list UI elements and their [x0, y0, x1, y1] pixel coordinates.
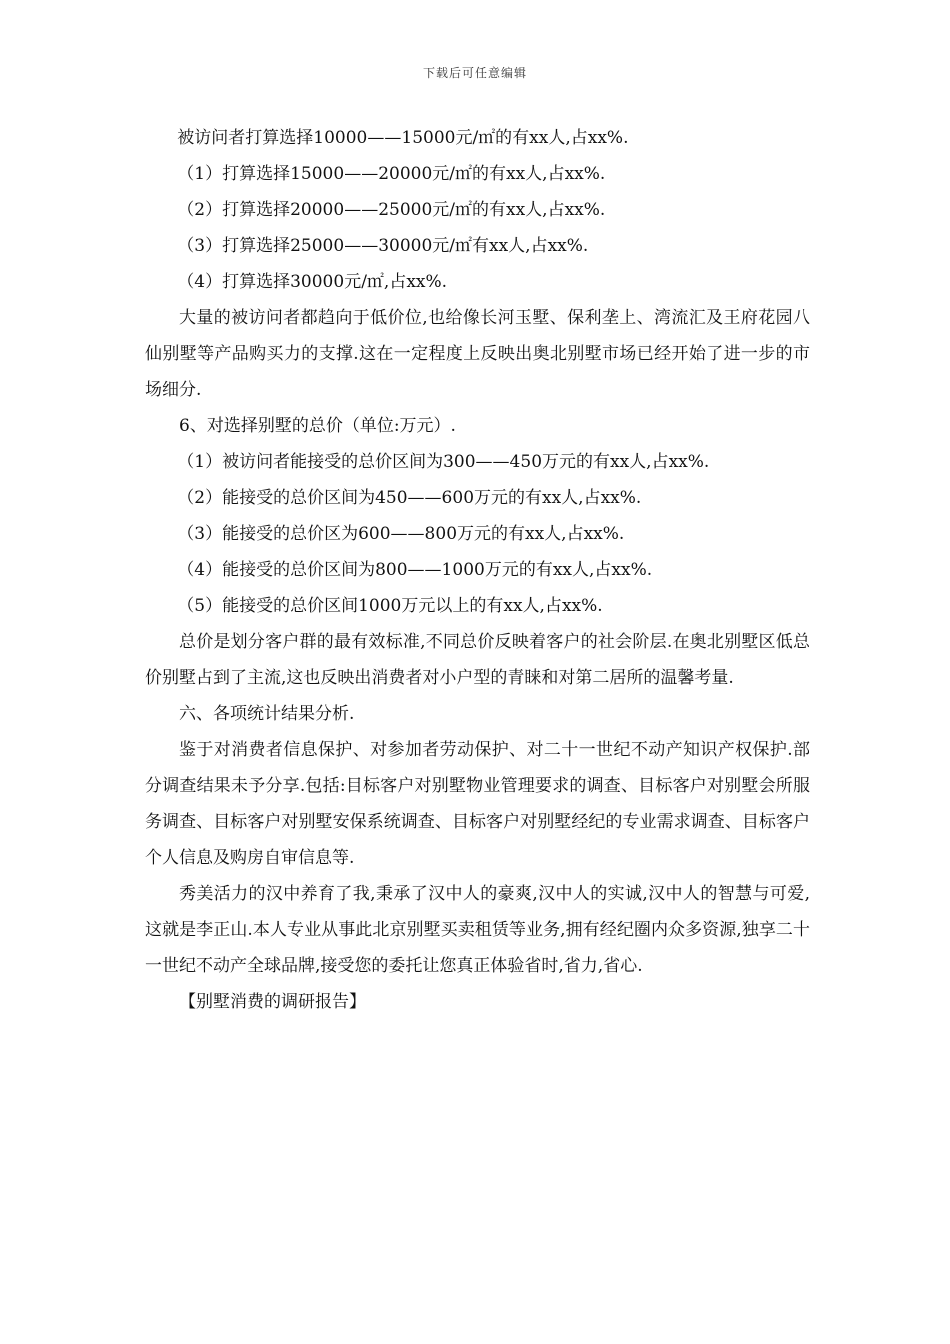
list-item-total-3: （3）能接受的总价区为600——800万元的有xx人,占xx%.	[177, 524, 625, 544]
section-heading-statistics: 六、各项统计结果分析.	[179, 704, 355, 724]
page-header: 下载后可任意编辑	[422, 66, 527, 80]
list-item-price-1: （1）打算选择15000——20000元/㎡的有xx人,占xx%.	[177, 164, 606, 184]
paragraph-author-bio: 秀美活力的汉中养育了我,秉承了汉中人的豪爽,汉中人的实诚,汉中人的智慧与可爱,这就是李正山.本人专业从事此北京别墅买卖租赁等业务,拥有经纪圈内众多资源,独享二十一世纪不动产全球品牌,接受您的委托让您真正体验省时,省力,省心.	[145, 884, 810, 976]
list-item-price-2: （2）打算选择20000——25000元/㎡的有xx人,占xx%.	[177, 200, 606, 220]
document-title-footer: 【别墅消费的调研报告】	[179, 992, 366, 1012]
paragraph-privacy-notice: 鉴于对消费者信息保护、对参加者劳动保护、对二十一世纪不动产知识产权保护.部分调查结果未予分享.包括:目标客户对别墅物业管理要求的调查、目标客户对别墅会所服务调查、目标客户对别墅安保系统调查、目标客户对别墅经纪的专业需求调查、目标客户个人信息及购房自审信息等.	[145, 740, 810, 868]
list-item-price-4: （4）打算选择30000元/㎡,占xx%.	[177, 272, 448, 292]
list-item-total-2: （2）能接受的总价区间为450——600万元的有xx人,占xx%.	[177, 488, 642, 508]
section-heading-total-price: 6、对选择别墅的总价（单位:万元）.	[179, 416, 456, 436]
paragraph-low-price-analysis: 大量的被访问者都趋向于低价位,也给像长河玉墅、保利垄上、湾流汇及王府花园八仙别墅等产品购买力的支撑.这在一定程度上反映出奥北别墅市场已经开始了进一步的市场细分.	[145, 308, 810, 400]
paragraph-price-range-intro: 被访问者打算选择10000——15000元/㎡的有xx人,占xx%.	[177, 128, 629, 148]
document-body	[145, 120, 810, 1020]
paragraph-total-price-analysis: 总价是划分客户群的最有效标准,不同总价反映着客户的社会阶层.在奥北别墅区低总价别墅占到了主流,这也反映出消费者对小户型的青睐和对第二居所的温馨考量.	[145, 632, 810, 688]
list-item-price-3: （3）打算选择25000——30000元/㎡有xx人,占xx%.	[177, 236, 589, 256]
list-item-total-4: （4）能接受的总价区间为800——1000万元的有xx人,占xx%.	[177, 560, 653, 580]
list-item-total-1: （1）被访问者能接受的总价区间为300——450万元的有xx人,占xx%.	[177, 452, 710, 472]
list-item-total-5: （5）能接受的总价区间1000万元以上的有xx人,占xx%.	[177, 596, 603, 616]
